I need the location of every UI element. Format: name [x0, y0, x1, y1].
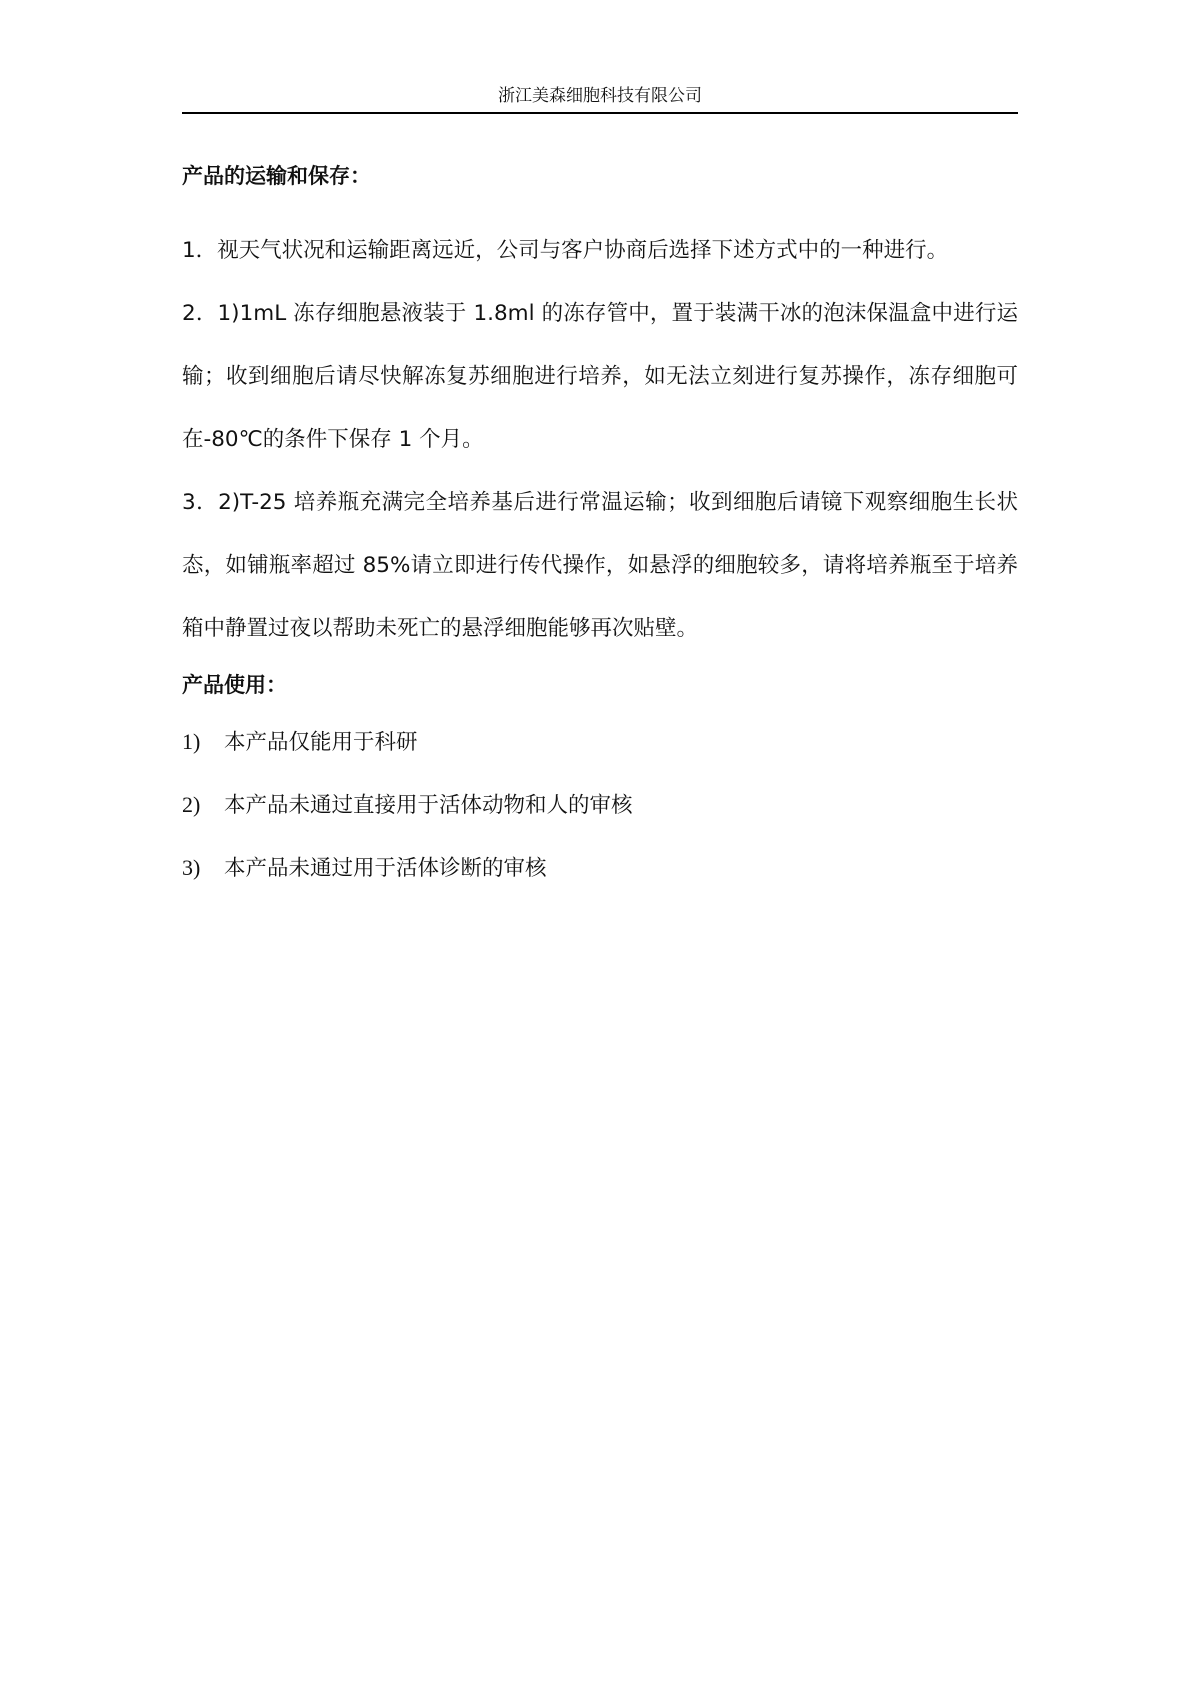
- usage-item: [182, 773, 1018, 836]
- usage-item-number: 3): [182, 855, 201, 880]
- transport-item-1: 1．视天气状况和运输距离远近，公司与客户协商后选择下述方式中的一种进行。: [182, 238, 949, 263]
- usage-item-number: 2): [182, 792, 201, 817]
- company-name: 浙江美森细胞科技有限公司: [498, 86, 702, 106]
- usage-item: [182, 836, 1018, 899]
- usage-heading: 产品使用：: [182, 673, 287, 697]
- usage-item-text: 本产品未通过用于活体诊断的审核: [224, 856, 547, 881]
- transport-heading: 产品的运输和保存：: [182, 164, 371, 188]
- usage-item-text: 本产品仅能用于科研: [224, 730, 418, 755]
- usage-item-number: 1): [182, 729, 201, 754]
- transport-item-2: 2．1)1mL 冻存细胞悬液装于 1.8ml 的冻存管中，置于装满干冰的泡沫保温盒中进行运输；收到细胞后请尽快解冻复苏细胞进行培养，如无法立刻进行复苏操作，冻存细胞可在-80℃的条件下保存 1 个月。: [182, 301, 1018, 452]
- document-body: [182, 156, 1018, 899]
- page-header: [182, 84, 1018, 114]
- transport-item-3: 3．2)T-25 培养瓶充满完全培养基后进行常温运输；收到细胞后请镜下观察细胞生长状态，如铺瓶率超过 85%请立即进行传代操作，如悬浮的细胞较多，请将培养瓶至于培养箱中静置过夜以帮助未死亡的悬浮细胞能够再次贴壁。: [182, 490, 1018, 641]
- usage-item-text: 本产品未通过直接用于活体动物和人的审核: [224, 793, 633, 818]
- usage-item: [182, 710, 1018, 773]
